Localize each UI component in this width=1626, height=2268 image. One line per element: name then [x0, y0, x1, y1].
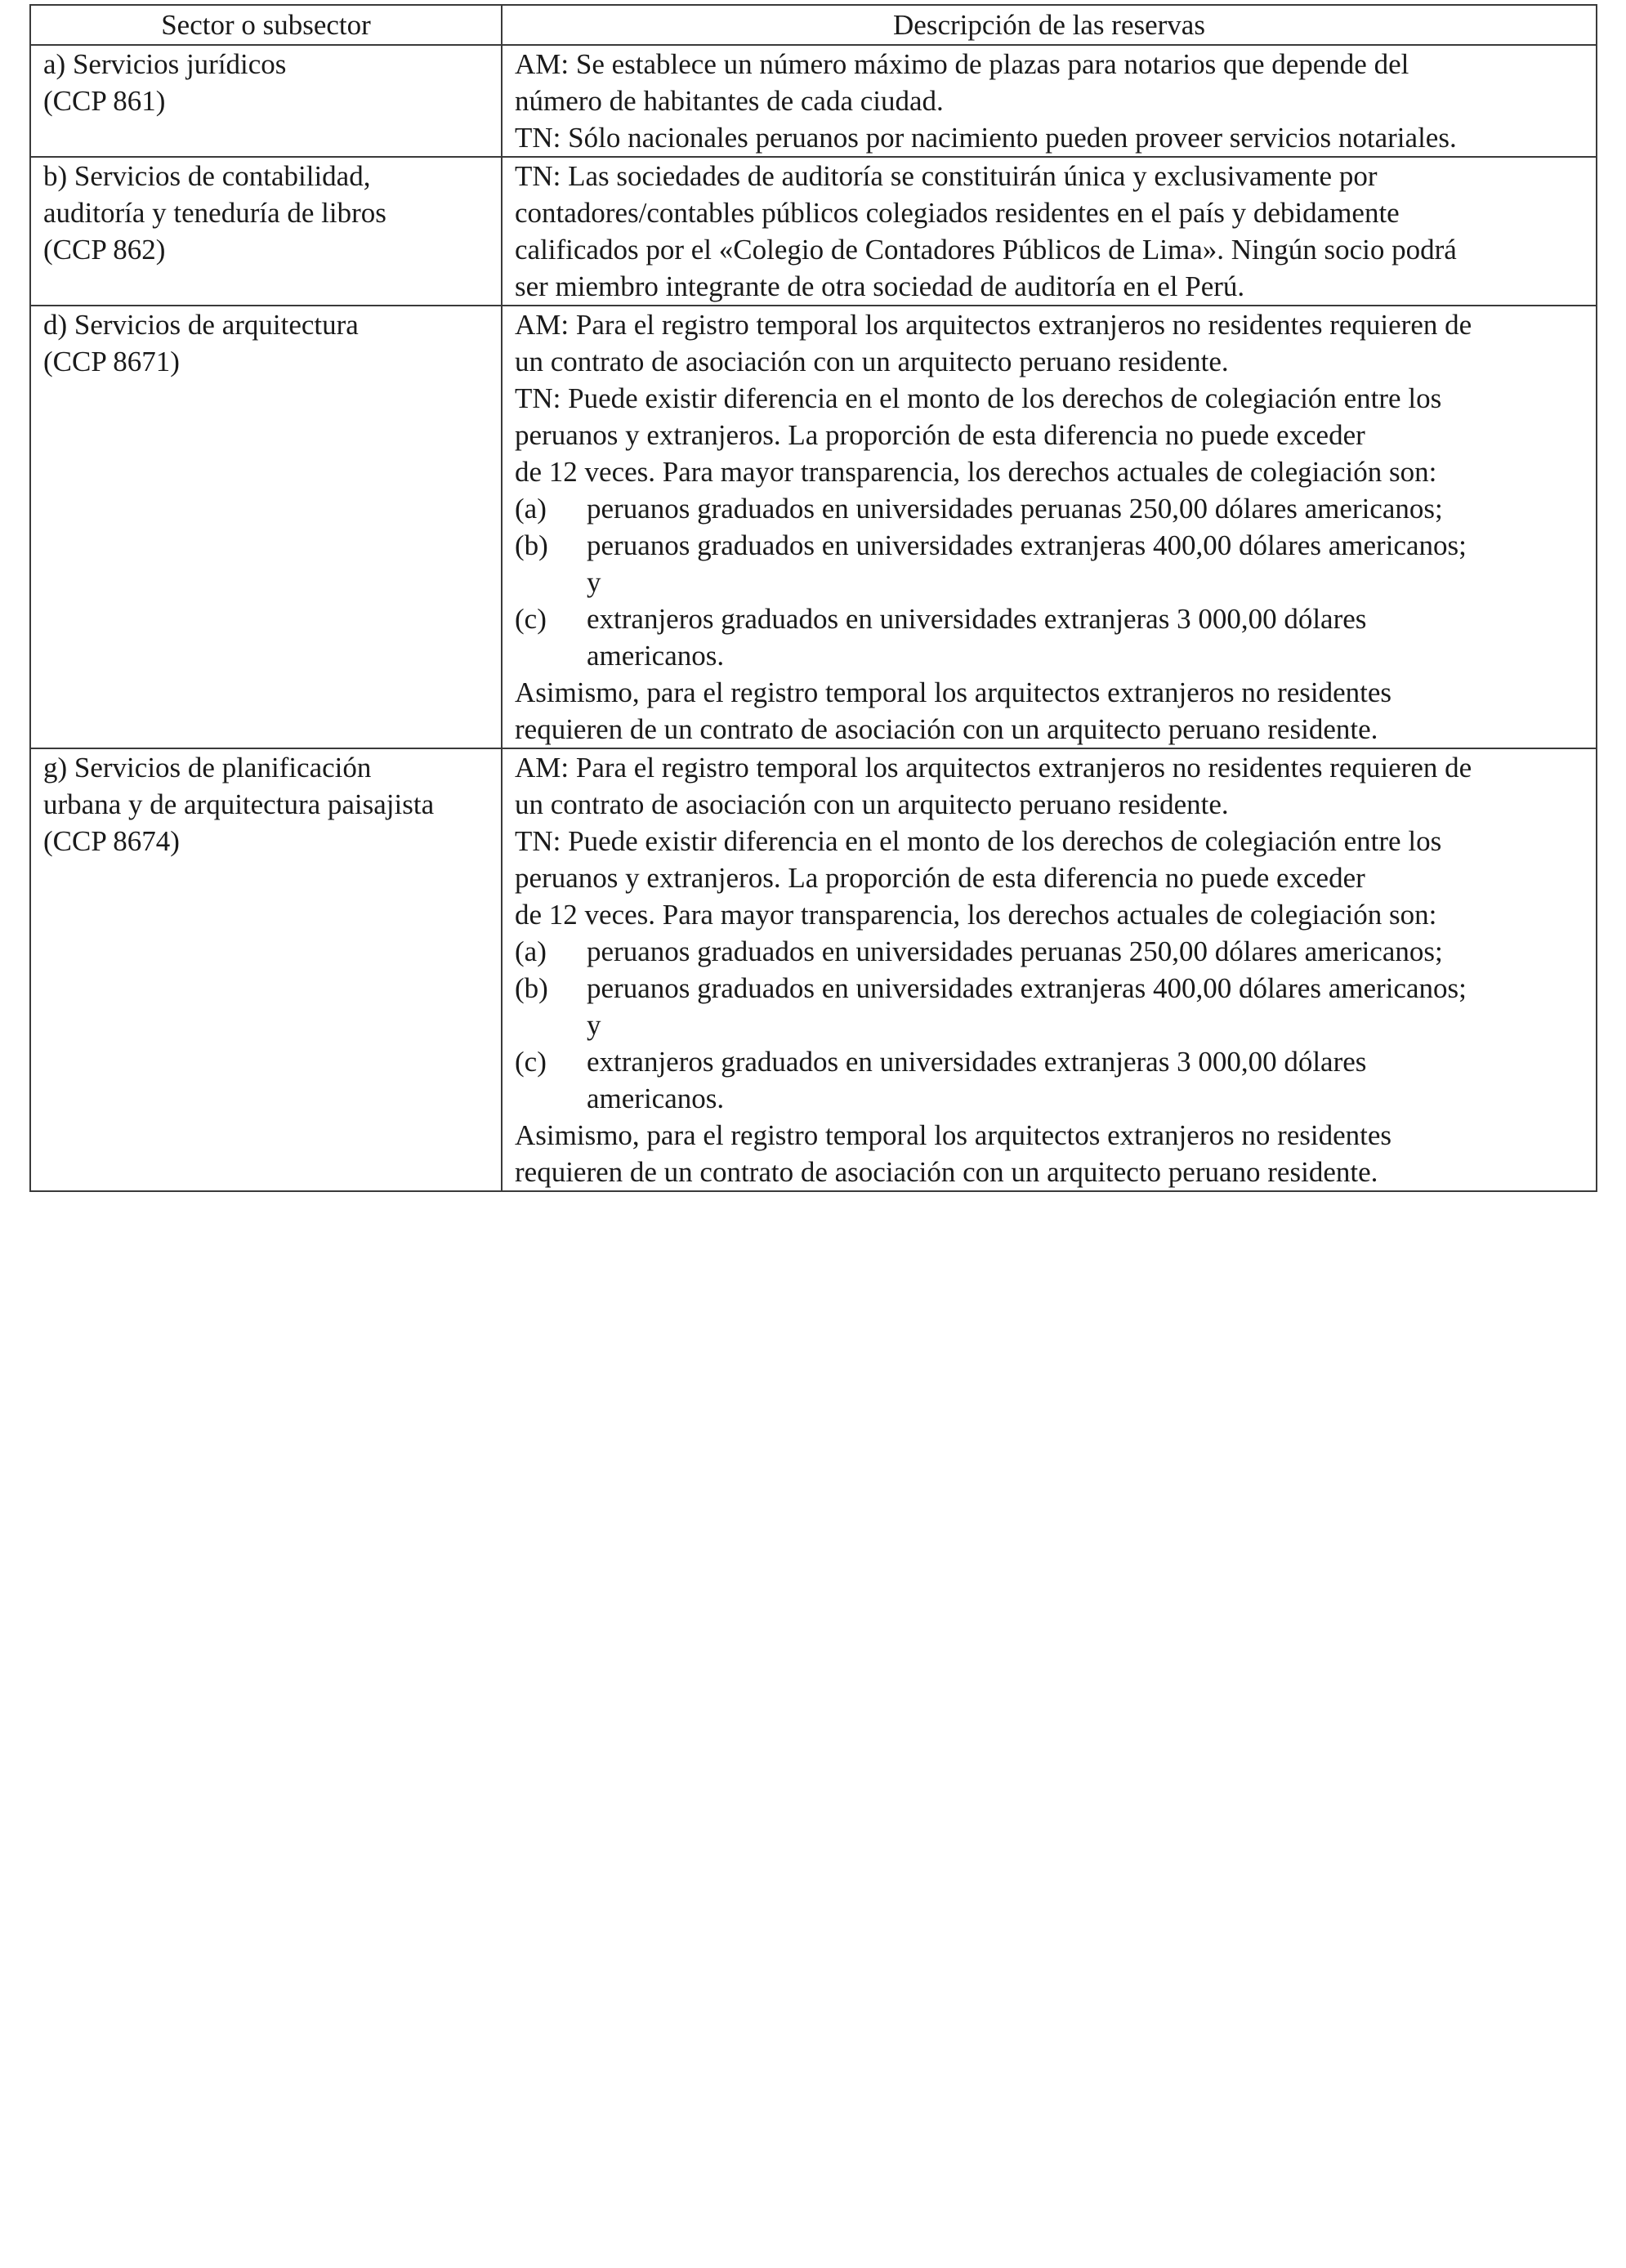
description-cell — [502, 157, 1597, 306]
table-header-row — [30, 5, 1597, 45]
list-item-text — [587, 933, 1584, 970]
description-line: TN: Sólo nacionales peruanos por nacimiento pueden proveer servicios notariales. — [515, 122, 1457, 154]
list-marker: (b) — [515, 972, 548, 1004]
list-item-text — [587, 1043, 1584, 1117]
sector-line: a) Servicios jurídicos — [43, 48, 287, 80]
list-item-line: americanos. — [587, 640, 725, 672]
sector-line: (CCP 861) — [43, 85, 166, 117]
description-line: requieren de un contrato de asociación con un arquitecto peruano residente. — [515, 1156, 1378, 1188]
description-line: un contrato de asociación con un arquitecto peruano residente. — [515, 346, 1229, 377]
description-line: número de habitantes de cada ciudad. — [515, 85, 944, 117]
description-line: AM: Para el registro temporal los arquitectos extranjeros no residentes requieren de — [515, 752, 1472, 784]
list-item-text — [587, 600, 1584, 674]
description-line: Asimismo, para el registro temporal los arquitectos extranjeros no residentes — [515, 676, 1392, 708]
list-item-line: peruanos graduados en universidades extranjeras 400,00 dólares americanos; — [587, 529, 1467, 561]
sector-line: g) Servicios de planificación — [43, 752, 372, 784]
sector-cell — [30, 157, 502, 306]
sector-line: (CCP 862) — [43, 234, 166, 266]
list-item-text — [587, 527, 1584, 600]
sector-line: auditoría y teneduría de libros — [43, 197, 386, 229]
list-marker: (b) — [515, 529, 548, 561]
sector-line: (CCP 8674) — [43, 825, 180, 857]
fee-list-item — [515, 1043, 1584, 1117]
fee-list-item — [515, 600, 1584, 674]
table-row — [30, 157, 1597, 306]
fee-list-item — [515, 527, 1584, 600]
description-line: contadores/contables públicos colegiados residentes en el país y debidamente — [515, 197, 1400, 229]
description-line: calificados por el «Colegio de Contadores Públicos de Lima». Ningún socio podrá — [515, 234, 1457, 266]
list-item-text — [587, 490, 1584, 527]
list-marker: (c) — [515, 603, 547, 635]
description-cell — [502, 306, 1597, 748]
table-row — [30, 306, 1597, 748]
description-line: AM: Se establece un número máximo de plazas para notarios que depende del — [515, 48, 1409, 80]
reservations-table — [29, 4, 1597, 1192]
fee-list-item — [515, 933, 1584, 970]
description-line: de 12 veces. Para mayor transparencia, los derechos actuales de colegiación son: — [515, 899, 1437, 931]
sector-line: d) Servicios de arquitectura — [43, 309, 359, 341]
description-line: un contrato de asociación con un arquitecto peruano residente. — [515, 788, 1229, 820]
sector-line: urbana y de arquitectura paisajista — [43, 788, 435, 820]
description-line: Asimismo, para el registro temporal los arquitectos extranjeros no residentes — [515, 1119, 1392, 1151]
description-line: ser miembro integrante de otra sociedad de auditoría en el Perú. — [515, 270, 1245, 302]
fee-list-item — [515, 490, 1584, 527]
sector-line: (CCP 8671) — [43, 346, 180, 377]
list-item-text — [587, 970, 1584, 1043]
list-item-line: extranjeros graduados en universidades extranjeras 3 000,00 dólares — [587, 603, 1367, 635]
list-item-line: y — [587, 566, 601, 598]
sector-cell — [30, 306, 502, 748]
description-line: de 12 veces. Para mayor transparencia, los derechos actuales de colegiación son: — [515, 456, 1437, 488]
list-marker: (a) — [515, 935, 547, 967]
header-sector: Sector o subsector — [30, 5, 502, 45]
list-marker: (a) — [515, 493, 547, 525]
description-line: peruanos y extranjeros. La proporción de esta diferencia no puede exceder — [515, 862, 1365, 894]
fee-list-item — [515, 970, 1584, 1043]
description-line: requieren de un contrato de asociación con un arquitecto peruano residente. — [515, 713, 1378, 745]
description-line: TN: Puede existir diferencia en el monto de los derechos de colegiación entre los — [515, 382, 1442, 414]
description-line: TN: Las sociedades de auditoría se constituirán única y exclusivamente por — [515, 160, 1378, 192]
list-item-line: peruanos graduados en universidades peruanas 250,00 dólares americanos; — [587, 493, 1443, 525]
list-marker: (c) — [515, 1046, 547, 1078]
header-description: Descripción de las reservas — [502, 5, 1597, 45]
list-item-line: peruanos graduados en universidades extranjeras 400,00 dólares americanos; — [587, 972, 1467, 1004]
description-line: AM: Para el registro temporal los arquitectos extranjeros no residentes requieren de — [515, 309, 1472, 341]
sector-cell — [30, 45, 502, 157]
list-item-line: y — [587, 1009, 601, 1041]
description-line: peruanos y extranjeros. La proporción de esta diferencia no puede exceder — [515, 419, 1365, 451]
sector-cell — [30, 748, 502, 1191]
list-item-line: extranjeros graduados en universidades extranjeras 3 000,00 dólares — [587, 1046, 1367, 1078]
list-item-line: americanos. — [587, 1083, 725, 1114]
description-cell — [502, 748, 1597, 1191]
sector-line: b) Servicios de contabilidad, — [43, 160, 371, 192]
table-row — [30, 748, 1597, 1191]
table-row — [30, 45, 1597, 157]
list-item-line: peruanos graduados en universidades peruanas 250,00 dólares americanos; — [587, 935, 1443, 967]
description-cell — [502, 45, 1597, 157]
description-line: TN: Puede existir diferencia en el monto de los derechos de colegiación entre los — [515, 825, 1442, 857]
